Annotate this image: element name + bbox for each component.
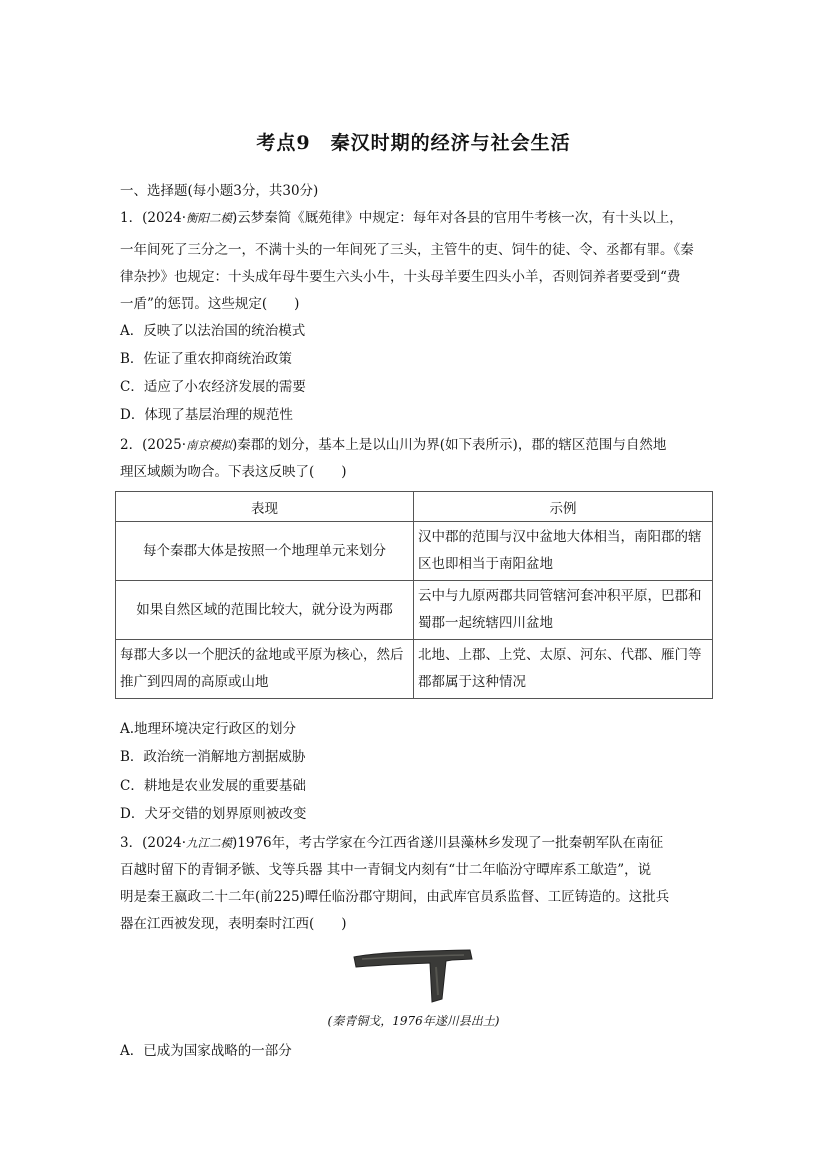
q1-number: 1．(2024· [120, 210, 187, 226]
q2-source: 南京模拟 [186, 438, 233, 452]
q3-line-1 [120, 833, 663, 853]
table-cell: 汉中郡的范围与汉中盆地大体相当，南阳郡的辖区也即相当于南阳盆地 [414, 522, 713, 581]
q1-option-d[interactable]: D．体现了基层治理的规范性 [120, 407, 293, 423]
table-cell: 每郡大多以一个肥沃的盆地或平原为核心，然后推广到四周的高原或山地 [116, 640, 414, 699]
table-row [116, 640, 713, 699]
q2-number: 2．(2025· [120, 437, 187, 453]
q2-option-b[interactable]: B．政治统一消解地方割据威胁 [120, 749, 306, 765]
q3-line-3: 明是秦王嬴政二十二年(前225)曋任临汾郡守期间，由武库官员系监督、工匠铸造的。这批兵 [120, 889, 670, 905]
q3-stem-1: )1976年，考古学家在今江西省遂川县藻林乡发现了一批秦朝军队在南征 [232, 835, 664, 851]
q1-option-c[interactable]: C．适应了小农经济发展的需要 [120, 379, 306, 395]
q3-line-2: 百越时留下的青铜矛镞、戈等兵器 其中一青铜戈内刻有“廿二年临汾守曋库系工歍造”，说 [120, 862, 652, 878]
table-row [116, 522, 713, 581]
section-heading: 一、选择题(每小题3分，共30分) [120, 183, 319, 199]
table-cell: 北地、上郡、上党、太原、河东、代郡、雁门等郡都属于这种情况 [414, 640, 713, 699]
q2-line-1 [120, 435, 666, 455]
q2-option-a[interactable]: A.地理环境决定行政区的划分 [120, 721, 297, 737]
table-header-row [116, 492, 713, 522]
q2-option-d[interactable]: D．犬牙交错的划界原则被改变 [120, 806, 307, 822]
table-header-cell: 表现 [116, 492, 414, 522]
q2-option-c[interactable]: C．耕地是农业发展的重要基础 [120, 778, 306, 794]
q2-line-2: 理区域颇为吻合。下表这反映了( ) [120, 464, 347, 480]
bronze-ge-image [352, 947, 474, 1003]
page-title: 考点9 秦汉时期的经济与社会生活 [256, 132, 571, 154]
q1-stem-1: )云梦秦简《厩苑律》中规定：每年对各县的官用牛考核一次，有十头以上， [232, 210, 683, 226]
table-header-cell: 示例 [414, 492, 713, 522]
table-cell: 如果自然区域的范围比较大，就分设为两郡 [116, 581, 414, 640]
image-caption: (秦青铜戈，1976年遂川县出土) [327, 1014, 500, 1028]
q1-line-1 [120, 208, 683, 228]
q3-option-a[interactable]: A．已成为国家战略的一部分 [120, 1043, 292, 1059]
q3-number: 3．(2024· [120, 835, 187, 851]
q1-option-b[interactable]: B．佐证了重农抑商统治政策 [120, 351, 292, 367]
q3-line-4: 器在江西被发现，表明秦时江西( ) [120, 916, 347, 932]
table-cell: 云中与九原两郡共同管辖河套冲积平原，巴郡和蜀郡一起统辖四川盆地 [414, 581, 713, 640]
table-row [116, 581, 713, 640]
q1-line-4: 一盾”的惩罚。这些规定( ) [120, 296, 300, 312]
q1-source: 衡阳二模 [186, 211, 233, 225]
q1-line-2: 一年间死了三分之一，不满十头的一年间死了三头，主管牛的吏、饲牛的徒、令、丞都有罪。《秦 [120, 242, 694, 258]
q2-table [115, 491, 713, 699]
table-cell: 每个秦郡大体是按照一个地理单元来划分 [116, 522, 414, 581]
q2-stem-1: )秦郡的划分，基本上是以山川为界(如下表所示)，郡的辖区范围与自然地 [232, 437, 667, 453]
q1-line-3: 律杂抄》也规定：十头成年母牛要生六头小牛，十头母羊要生四头小羊，否则饲养者要受到“费 [120, 269, 681, 285]
q3-source: 九江二模 [186, 836, 233, 850]
q1-option-a[interactable]: A．反映了以法治国的统治模式 [120, 323, 306, 339]
